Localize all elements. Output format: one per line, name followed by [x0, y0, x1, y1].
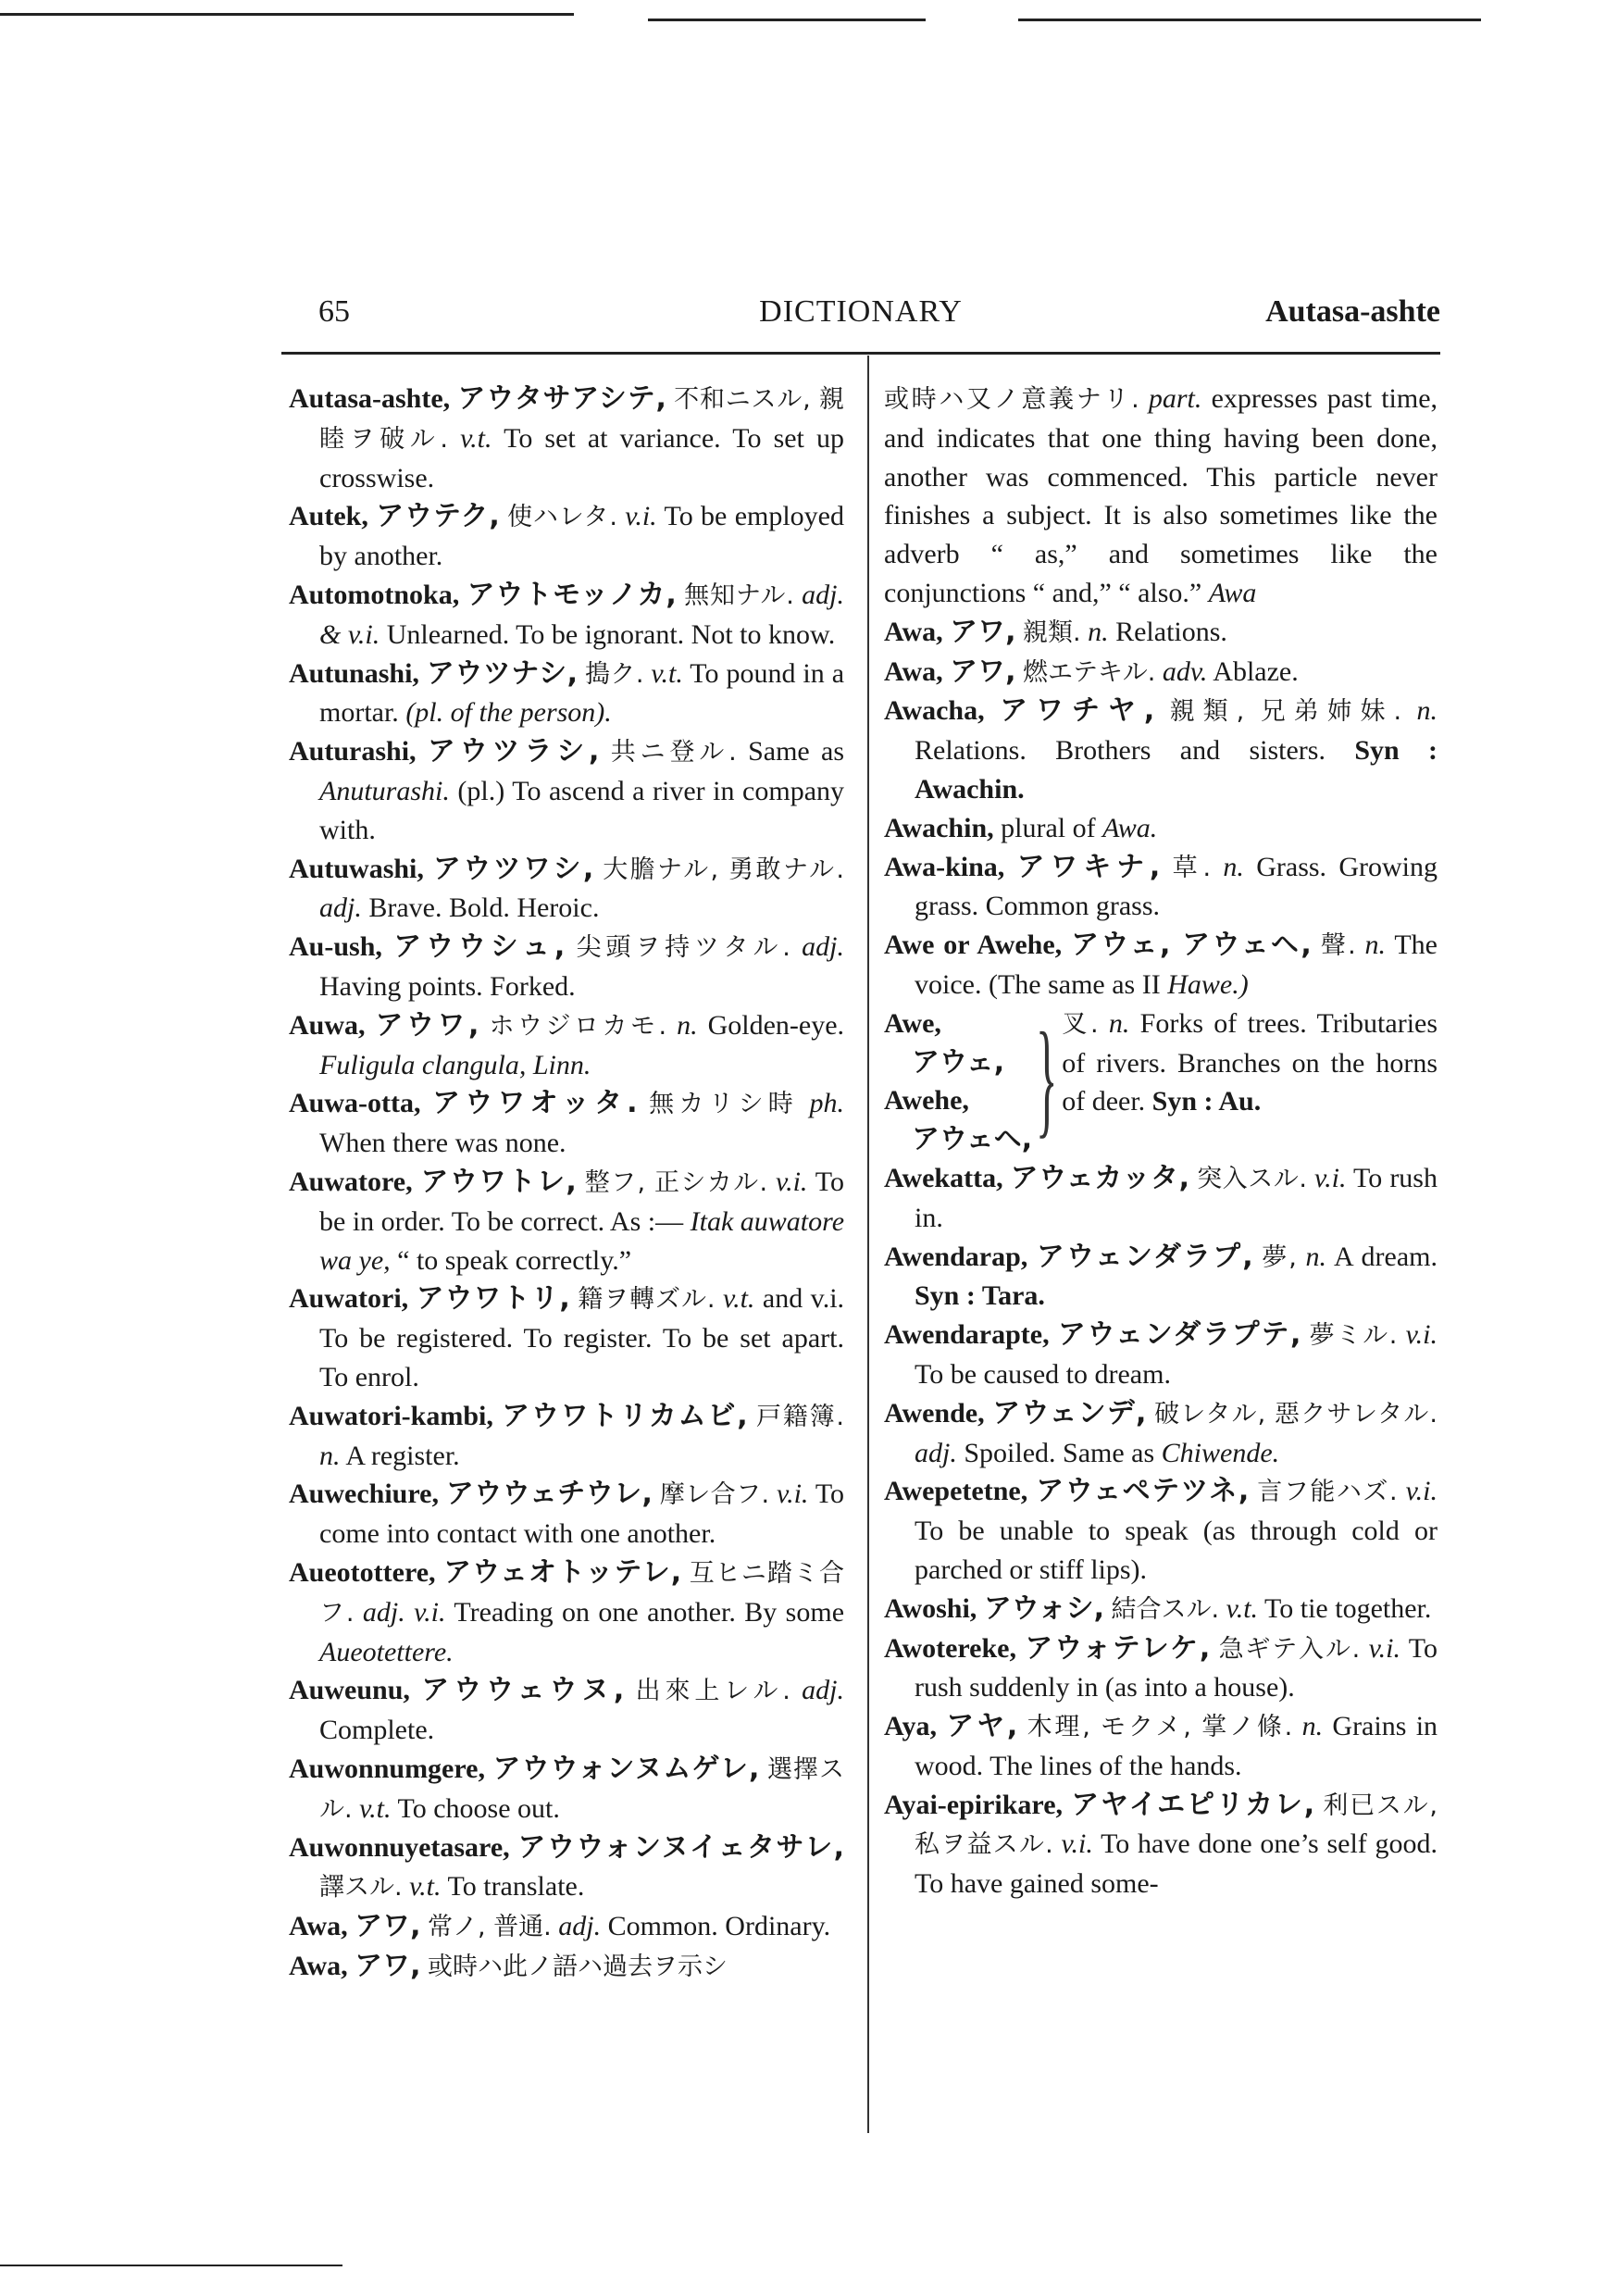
headword: Auwa-otta, — [289, 1088, 421, 1119]
headword: Awepetetne, — [884, 1476, 1028, 1507]
japanese-gloss: 聲. — [1320, 931, 1356, 961]
headword: Au-ush, — [289, 931, 382, 963]
dictionary-entry — [289, 1397, 844, 1476]
katakana-reading: アウワトレ, — [420, 1165, 577, 1198]
definition-text: A dream. — [1333, 1241, 1438, 1272]
dictionary-entry — [289, 1084, 844, 1163]
japanese-gloss: 或時ハ又ノ意義ナリ. — [884, 385, 1139, 414]
dictionary-entry — [884, 1590, 1438, 1629]
part-of-speech: v.t. — [1226, 1592, 1259, 1624]
japanese-gloss: 利已スル, 私ヲ益スル. — [915, 1791, 1438, 1860]
headword: Awendarapte, — [884, 1319, 1050, 1351]
definition-text: To pound in a mortar. — [319, 657, 845, 729]
katakana-reading: アウテク, — [376, 500, 500, 533]
definition-text: Unlearned. To be ignorant. Not to know. — [386, 618, 836, 650]
dictionary-entry — [884, 613, 1438, 653]
dictionary-entry — [289, 1828, 844, 1907]
running-title: DICTIONARY — [759, 294, 963, 329]
part-of-speech: n. — [1108, 1007, 1130, 1039]
dictionary-entry — [884, 1316, 1438, 1394]
definition-text: (pl.) To ascend a river in company with. — [319, 775, 845, 845]
katakana-reading: アワ, — [355, 1910, 421, 1943]
headword: Awotereke, — [884, 1632, 1016, 1664]
katakana-reading: アウタサアシテ, — [457, 382, 666, 415]
definition-text: To rush in. — [915, 1162, 1438, 1233]
headword: Ayai-epirikare, — [884, 1789, 1064, 1820]
definition-text: To be unable to speak (as through cold or parched or stiff lips). — [915, 1516, 1438, 1585]
japanese-gloss: 摩レ合フ. — [659, 1480, 770, 1510]
column-divider — [867, 356, 869, 2133]
part-of-speech: adj. v.i. — [362, 1596, 446, 1628]
katakana-reading: アウェンダラプ, — [1036, 1240, 1253, 1273]
part-of-speech: adv. — [1162, 655, 1208, 687]
japanese-gloss: 結合スル. — [1111, 1594, 1220, 1624]
bracketed-entry — [884, 1004, 1438, 1159]
part-of-speech: n. — [1088, 616, 1109, 647]
cross-reference: Fuligula clangula, Linn. — [319, 1049, 591, 1080]
katakana-reading: アウォテレケ, — [1025, 1631, 1211, 1665]
katakana-reading: アウワ, — [375, 1008, 479, 1042]
japanese-gloss: 整フ, 正シカル. — [584, 1167, 768, 1197]
katakana-reading: アウェ, アウェヘ, — [1071, 929, 1312, 962]
japanese-gloss: 木理, モクメ, 掌ノ條. — [1027, 1713, 1293, 1742]
part-of-speech: adj. — [802, 1675, 844, 1706]
part-of-speech: n. — [1364, 930, 1387, 961]
japanese-gloss: 籍ヲ轉ズル. — [578, 1285, 716, 1315]
definition-text: To translate. — [447, 1871, 585, 1903]
katakana-reading: アワチヤ, — [1000, 694, 1155, 728]
cross-reference: Itak auwatore wa ye, — [319, 1205, 845, 1276]
definition-text: Treading on one another. By some — [454, 1596, 845, 1628]
part-of-speech: ph. — [809, 1088, 845, 1119]
definition-text: expresses past time, and indicates that one thing having been done, another was commenced. This particle never finishes a subject. It is also sometimes like the adverb “ as,” and sometimes like the conjunctions “ and,” “ also.” — [884, 383, 1438, 608]
headword: Automotnoka, — [289, 579, 460, 610]
headword-range: Autasa-ashte — [1265, 294, 1440, 329]
katakana-reading: アワ, — [950, 615, 1016, 648]
dictionary-entry — [289, 380, 844, 497]
headword: Auturashi, — [289, 736, 417, 767]
katakana-reading: アワキナ, — [1016, 850, 1161, 883]
part-of-speech: adj. — [802, 931, 844, 963]
headword: Auwonnuyetasare, — [289, 1832, 510, 1864]
katakana-reading: アウウォンヌムゲレ, — [492, 1752, 760, 1785]
part-of-speech: v.t. — [409, 1871, 442, 1903]
part-of-speech: n. — [1305, 1241, 1326, 1272]
part-of-speech: v.i. — [1368, 1632, 1400, 1664]
japanese-gloss: 叉. — [1062, 1009, 1099, 1039]
dictionary-entry — [884, 848, 1438, 927]
part-of-speech: n. — [1301, 1711, 1324, 1742]
part-of-speech: n. — [677, 1009, 698, 1041]
katakana-reading: アワ, — [950, 655, 1016, 688]
dictionary-entry — [884, 1238, 1438, 1316]
katakana-reading: アウツワシ, — [432, 852, 594, 885]
headword: Autuwashi, — [289, 853, 424, 884]
katakana-reading: アウトモッノカ, — [467, 578, 677, 611]
katakana-reading: アウウシュ, — [393, 930, 566, 964]
headword: Awacha, — [884, 695, 985, 727]
japanese-gloss: 不和ニスル, 親睦ヲ破ル. — [319, 385, 845, 454]
dictionary-entry — [289, 1163, 844, 1279]
katakana-reading: アウェペテツネ, — [1036, 1475, 1250, 1508]
part-of-speech: v.i. — [625, 501, 657, 532]
headword: Autasa-ashte, — [289, 383, 451, 414]
dictionary-entry — [289, 850, 844, 929]
headword: Auweunu, — [289, 1675, 410, 1706]
definition-text: A register. — [345, 1440, 460, 1471]
dictionary-entry — [289, 928, 844, 1006]
definition-text: To choose out. — [397, 1792, 560, 1824]
scan-edge-line — [648, 19, 926, 21]
headword: Awa-kina, — [884, 851, 1005, 882]
part-of-speech: n. — [1223, 851, 1244, 882]
headword: Awa, — [884, 655, 943, 687]
katakana-reading: アウワトリカムビ, — [502, 1399, 748, 1432]
part-of-speech: n. — [1416, 695, 1438, 727]
definition-text: Forks of trees. Tributaries of rivers. Branches on the horns of deer. — [1062, 1007, 1438, 1117]
definition-text: Relations. — [1115, 616, 1227, 647]
headword: Awekatta, — [884, 1162, 1003, 1193]
scan-edge-line — [0, 2265, 342, 2266]
part-of-speech: v.t. — [651, 657, 683, 689]
part-of-speech: adj. & v.i. — [319, 579, 845, 650]
headword: Auwatori, — [289, 1283, 409, 1315]
part-of-speech: v.i. — [1314, 1162, 1347, 1193]
katakana-reading: アウウェチウレ, — [445, 1478, 653, 1511]
katakana-reading: アウェヘ, — [912, 1123, 1033, 1156]
definition-text: Having points. Forked. — [319, 970, 576, 1002]
brace-symbol: } — [1036, 1005, 1058, 1150]
dictionary-entry — [884, 1472, 1438, 1589]
cross-reference: Awa — [1208, 577, 1257, 608]
definition-text: To rush suddenly in (as into a house). — [915, 1632, 1438, 1703]
japanese-gloss: 燃エテキル. — [1023, 657, 1156, 687]
japanese-gloss: 常ノ, 普通. — [428, 1913, 552, 1942]
definition-text: Grass. Growing grass. Common grass. — [915, 851, 1438, 922]
headword: Auwechiure, — [289, 1479, 439, 1510]
japanese-gloss: 無知ナル. — [684, 580, 794, 610]
part-of-speech: v.i. — [1405, 1476, 1438, 1507]
japanese-gloss: 言フ能ハズ. — [1257, 1478, 1398, 1507]
definition-text: The voice. (The same as II — [915, 930, 1438, 1000]
part-of-speech: v.t. — [359, 1792, 392, 1824]
definition-text: To tie together. — [1264, 1592, 1432, 1624]
part-of-speech: v.i. — [1061, 1828, 1093, 1860]
definition-text: Spoiled. Same as — [964, 1437, 1155, 1468]
definition-text: Ablaze. — [1213, 655, 1299, 687]
japanese-gloss: 親類. — [1023, 618, 1081, 647]
page-header — [281, 294, 1440, 341]
headword: Awendarap, — [884, 1241, 1028, 1272]
katakana-reading: アウウォンヌイェタサレ, — [517, 1831, 845, 1865]
definition-text: Brave. Bold. Heroic. — [368, 892, 600, 924]
japanese-gloss: 出來上レル. — [635, 1677, 790, 1706]
part-of-speech: adj. — [558, 1911, 602, 1942]
dictionary-entry — [884, 1159, 1438, 1238]
part-of-speech: adj. — [319, 892, 362, 924]
cross-reference: Anuturashi. — [319, 775, 450, 806]
dictionary-entry — [884, 692, 1438, 808]
dictionary-entry — [289, 1554, 844, 1671]
headword: Awa, — [884, 616, 943, 647]
dictionary-entry — [289, 1750, 844, 1829]
part-of-speech: adj. — [915, 1437, 957, 1468]
katakana-reading: アワ, — [355, 1949, 421, 1982]
japanese-gloss: 無カリシ時 — [649, 1090, 798, 1119]
katakana-reading: アウツナシ, — [426, 656, 578, 690]
katakana-reading: アウワオッタ. — [432, 1087, 638, 1120]
japanese-gloss: 草. — [1172, 853, 1212, 882]
scan-edge-line — [1018, 19, 1481, 21]
japanese-gloss: 互ヒニ踏ミ合フ. — [319, 1558, 845, 1628]
definition-text: Grains in wood. The lines of the hands. — [915, 1711, 1438, 1781]
dictionary-entry — [884, 1394, 1438, 1473]
cross-reference: Hawe.) — [1167, 968, 1249, 1000]
japanese-gloss: 選擇スル. — [319, 1754, 845, 1824]
dictionary-entry — [884, 1629, 1438, 1708]
japanese-gloss: 夢ミル. — [1309, 1321, 1398, 1351]
dictionary-entry — [884, 926, 1438, 1004]
headword: Awende, — [884, 1397, 985, 1429]
definition-text: Relations. Brothers and sisters. — [915, 735, 1326, 767]
definition-text: and v.i. To be registered. To register. To be set apart. To enrol. — [319, 1283, 845, 1392]
cross-reference: Awa. — [1102, 812, 1158, 843]
synonym: Syn : Tara. — [915, 1280, 1045, 1312]
dictionary-entry — [289, 1907, 844, 1947]
definition-text: When there was none. — [319, 1128, 566, 1159]
definition-text: To come into contact with one another. — [319, 1479, 845, 1550]
japanese-gloss: 尖頭ヲ持ツタル. — [576, 933, 790, 963]
japanese-gloss: ホウジロカモ. — [489, 1011, 667, 1041]
japanese-gloss: 或時ハ此ノ語ハ過去ヲ示シ — [428, 1952, 728, 1981]
headword: Awa, — [289, 1950, 348, 1981]
headword: Auwonnumgere, — [289, 1753, 485, 1784]
dictionary-entry — [289, 1947, 844, 1987]
headword: Awa, — [289, 1911, 348, 1942]
headword: Awachin, — [884, 812, 994, 843]
dictionary-entry — [289, 1006, 844, 1085]
katakana-reading: アウェンダラプテ, — [1057, 1318, 1301, 1352]
japanese-gloss: 急ギテ入ル. — [1218, 1634, 1361, 1664]
katakana-reading: アウウェウヌ, — [421, 1674, 625, 1707]
cross-reference: Chiwende. — [1161, 1437, 1280, 1468]
synonym: Syn : Awachin. — [915, 735, 1438, 805]
japanese-gloss: 夢, — [1262, 1242, 1297, 1272]
headword: Aueotottere, — [289, 1556, 436, 1588]
dictionary-entry — [884, 1786, 1438, 1903]
dictionary-entry — [884, 809, 1438, 848]
right-column — [884, 380, 1438, 1903]
usage-note: (pl. of the person). — [405, 697, 612, 729]
dictionary-entry — [289, 497, 844, 576]
definition-text: Same as — [748, 736, 845, 767]
definition-text: To have done one’s self good. To have gained some- — [915, 1828, 1438, 1900]
part-of-speech: v.t. — [460, 422, 492, 454]
synonym: Syn : Au. — [1151, 1086, 1262, 1117]
headword: Autunashi, — [289, 657, 419, 689]
part-of-speech: v.t. — [722, 1283, 755, 1315]
dictionary-entry — [884, 653, 1438, 693]
headword: Awehe, — [884, 1085, 969, 1117]
japanese-gloss: 大膽ナル, 勇敢ナル. — [603, 855, 845, 884]
japanese-gloss: 共ニ登ル. — [610, 738, 737, 767]
japanese-gloss: 突入スル. — [1197, 1164, 1307, 1193]
headword: Autek, — [289, 501, 368, 532]
japanese-gloss: 破レタル, 惡クサレタル. — [1154, 1399, 1438, 1429]
definition-text: To be caused to dream. — [915, 1358, 1171, 1390]
headword: Auwa, — [289, 1009, 366, 1041]
part-of-speech: v.i. — [776, 1166, 808, 1197]
definition-text: Complete. — [319, 1715, 435, 1746]
katakana-reading: アヤイエピリカレ, — [1071, 1788, 1315, 1821]
part-of-speech: v.i. — [777, 1479, 809, 1510]
katakana-reading: アウェオトッテレ, — [443, 1555, 682, 1589]
header-rule — [281, 352, 1440, 355]
bracketed-headwords — [884, 1004, 1036, 1159]
japanese-gloss: 親類, 兄弟姉妹. — [1169, 697, 1402, 727]
katakana-reading: アウォシ, — [983, 1591, 1105, 1625]
headword: Auwatori-kambi, — [289, 1400, 493, 1431]
definition-text: To be employed by another. — [319, 501, 844, 572]
definition-text: plural of — [1001, 812, 1096, 843]
dictionary-entry — [884, 1707, 1438, 1786]
headword: Awoshi, — [884, 1592, 977, 1624]
dictionary-entry — [289, 1279, 844, 1396]
headword: Awe, — [884, 1007, 941, 1039]
definition-text: “ to speak correctly.” — [397, 1244, 632, 1276]
left-column — [289, 380, 844, 1987]
japanese-gloss: 戸籍簿. — [756, 1402, 844, 1431]
part-of-speech: v.i. — [1405, 1319, 1438, 1351]
definition-text: Common. Ordinary. — [607, 1911, 831, 1942]
katakana-reading: アウワトリ, — [416, 1282, 570, 1316]
dictionary-entry — [289, 1475, 844, 1554]
entry-continuation — [884, 380, 1438, 613]
dictionary-entry — [289, 576, 844, 655]
headword: Auwatore, — [289, 1166, 413, 1197]
part-of-speech: n. — [319, 1440, 341, 1471]
katakana-reading: アウェンデ, — [992, 1396, 1147, 1429]
definition-text: Golden-eye. — [707, 1009, 845, 1041]
definition-text: To set at variance. To set up crosswise. — [319, 422, 844, 493]
definition-text: To be in order. To be correct. As :— — [319, 1166, 845, 1237]
part-of-speech: part. — [1148, 383, 1202, 414]
japanese-gloss: 譯スル. — [319, 1873, 403, 1903]
japanese-gloss: 搗ク. — [584, 659, 644, 689]
cross-reference: Aueotettere. — [319, 1636, 454, 1667]
japanese-gloss: 使ハレタ. — [507, 503, 617, 532]
headword: Aya, — [884, 1711, 937, 1742]
headword: Awe or Awehe, — [884, 930, 1063, 961]
dictionary-entry — [289, 1671, 844, 1750]
katakana-reading: アヤ, — [946, 1710, 1018, 1743]
katakana-reading: アウェカッタ, — [1010, 1161, 1190, 1194]
dictionary-entry — [289, 655, 844, 733]
bracketed-definition — [1062, 1004, 1438, 1159]
dictionary-entry — [289, 732, 844, 849]
katakana-reading: アウェ, — [912, 1045, 1005, 1079]
page-number: 65 — [318, 294, 350, 329]
scan-edge-line — [0, 13, 574, 16]
katakana-reading: アウツラシ, — [427, 735, 600, 768]
